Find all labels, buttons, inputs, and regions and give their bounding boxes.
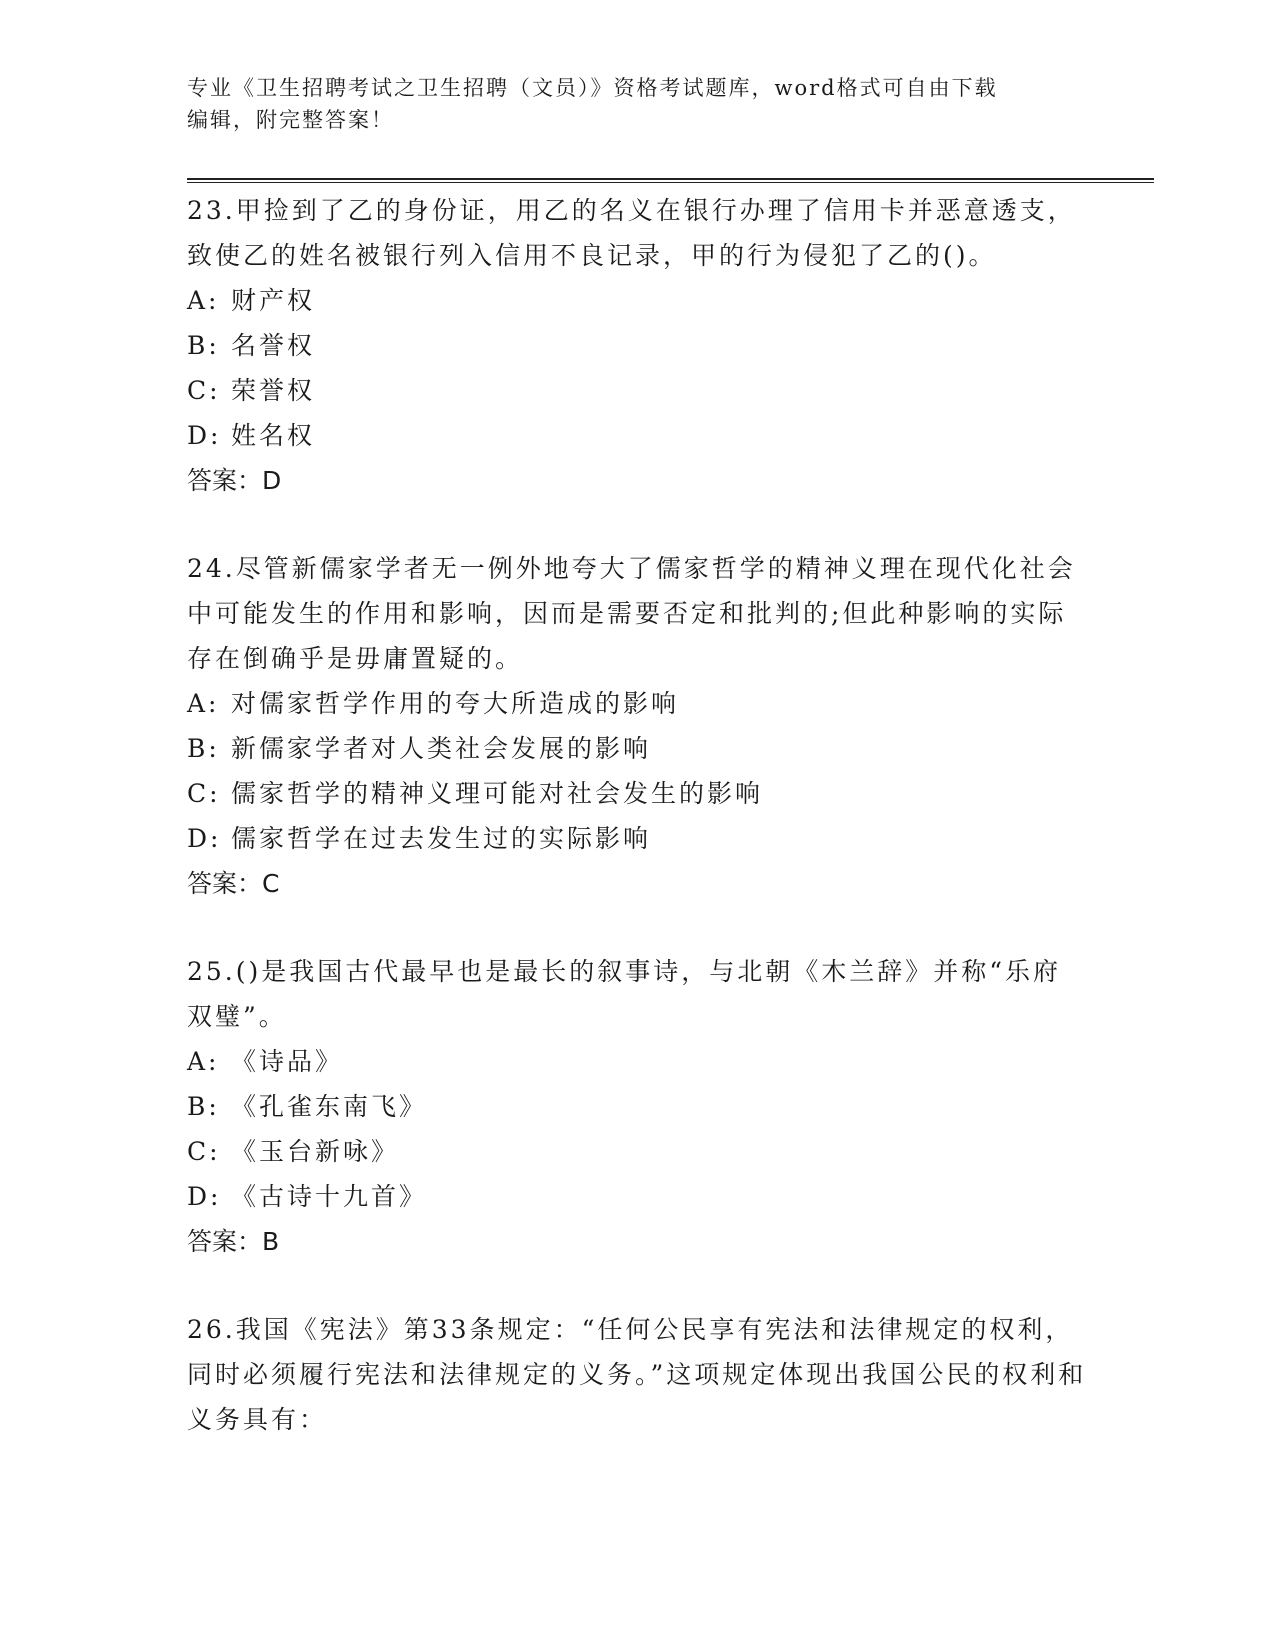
- option-d: [187, 413, 1087, 458]
- answer: 答案：B: [187, 1227, 280, 1256]
- question-25: [187, 949, 1087, 1264]
- question-text: 26.我国《宪法》第33条规定：“任何公民享有宪法和法律规定的权利，同时必须履行宪法和法律规定的义务。”这项规定体现出我国公民的权利和义务具有：: [187, 1315, 1087, 1434]
- header-line-1: 专业《卫生招聘考试之卫生招聘（文员）》资格考试题库，word格式可自由下载: [187, 76, 998, 100]
- option-d: [187, 1174, 1087, 1219]
- question-text: 25.()是我国古代最早也是最长的叙事诗，与北朝《木兰辞》并称“乐府双璧”。: [187, 957, 1062, 1031]
- option-text: 名誉权: [231, 331, 316, 360]
- option-label: C:: [187, 779, 221, 808]
- option-label: C:: [187, 1137, 221, 1166]
- question-26: [187, 1307, 1087, 1442]
- option-label: C:: [187, 376, 221, 405]
- option-text: 荣誉权: [231, 376, 316, 405]
- option-a: [187, 681, 1087, 726]
- option-b: [187, 323, 1087, 368]
- option-c: [187, 771, 1087, 816]
- header-divider-thin: [187, 182, 1154, 183]
- header-line-2: 编辑，附完整答案！: [187, 108, 394, 132]
- option-text: 儒家哲学的精神义理可能对社会发生的影响: [231, 779, 764, 808]
- answer: 答案：C: [187, 869, 280, 898]
- header-divider-thick: [187, 178, 1154, 180]
- question-text: 23.甲捡到了乙的身份证，用乙的名义在银行办理了信用卡并恶意透支，致使乙的姓名被银行列入信用不良记录，甲的行为侵犯了乙的()。: [187, 196, 1076, 270]
- option-text: 《诗品》: [231, 1047, 344, 1076]
- option-label: D:: [187, 421, 222, 450]
- option-text: 《孔雀东南飞》: [231, 1092, 428, 1121]
- option-c: [187, 368, 1087, 413]
- option-label: D:: [187, 1182, 222, 1211]
- option-text: 姓名权: [231, 421, 316, 450]
- option-text: 《古诗十九首》: [231, 1182, 428, 1211]
- question-text: 24.尽管新儒家学者无一例外地夸大了儒家哲学的精神义理在现代化社会中可能发生的作用和影响，因而是需要否定和批判的;但此种影响的实际存在倒确乎是毋庸置疑的。: [187, 554, 1076, 673]
- option-text: 财产权: [231, 286, 316, 315]
- question-23: [187, 188, 1087, 503]
- option-label: B:: [187, 1092, 220, 1121]
- option-label: B:: [187, 734, 220, 763]
- option-a: [187, 278, 1087, 323]
- question-list: [187, 188, 1087, 1442]
- option-label: A:: [187, 1047, 220, 1076]
- option-text: 对儒家哲学作用的夸大所造成的影响: [231, 689, 680, 718]
- option-label: A:: [187, 689, 220, 718]
- option-a: [187, 1039, 1087, 1084]
- option-label: D:: [187, 824, 222, 853]
- document-header: [187, 72, 1087, 136]
- option-label: A:: [187, 286, 220, 315]
- option-label: B:: [187, 331, 220, 360]
- question-24: [187, 546, 1087, 906]
- option-c: [187, 1129, 1087, 1174]
- option-b: [187, 1084, 1087, 1129]
- option-b: [187, 726, 1087, 771]
- option-text: 儒家哲学在过去发生过的实际影响: [231, 824, 652, 853]
- answer: 答案：D: [187, 466, 282, 495]
- option-d: [187, 816, 1087, 861]
- option-text: 《玉台新咏》: [231, 1137, 400, 1166]
- option-text: 新儒家学者对人类社会发展的影响: [231, 734, 652, 763]
